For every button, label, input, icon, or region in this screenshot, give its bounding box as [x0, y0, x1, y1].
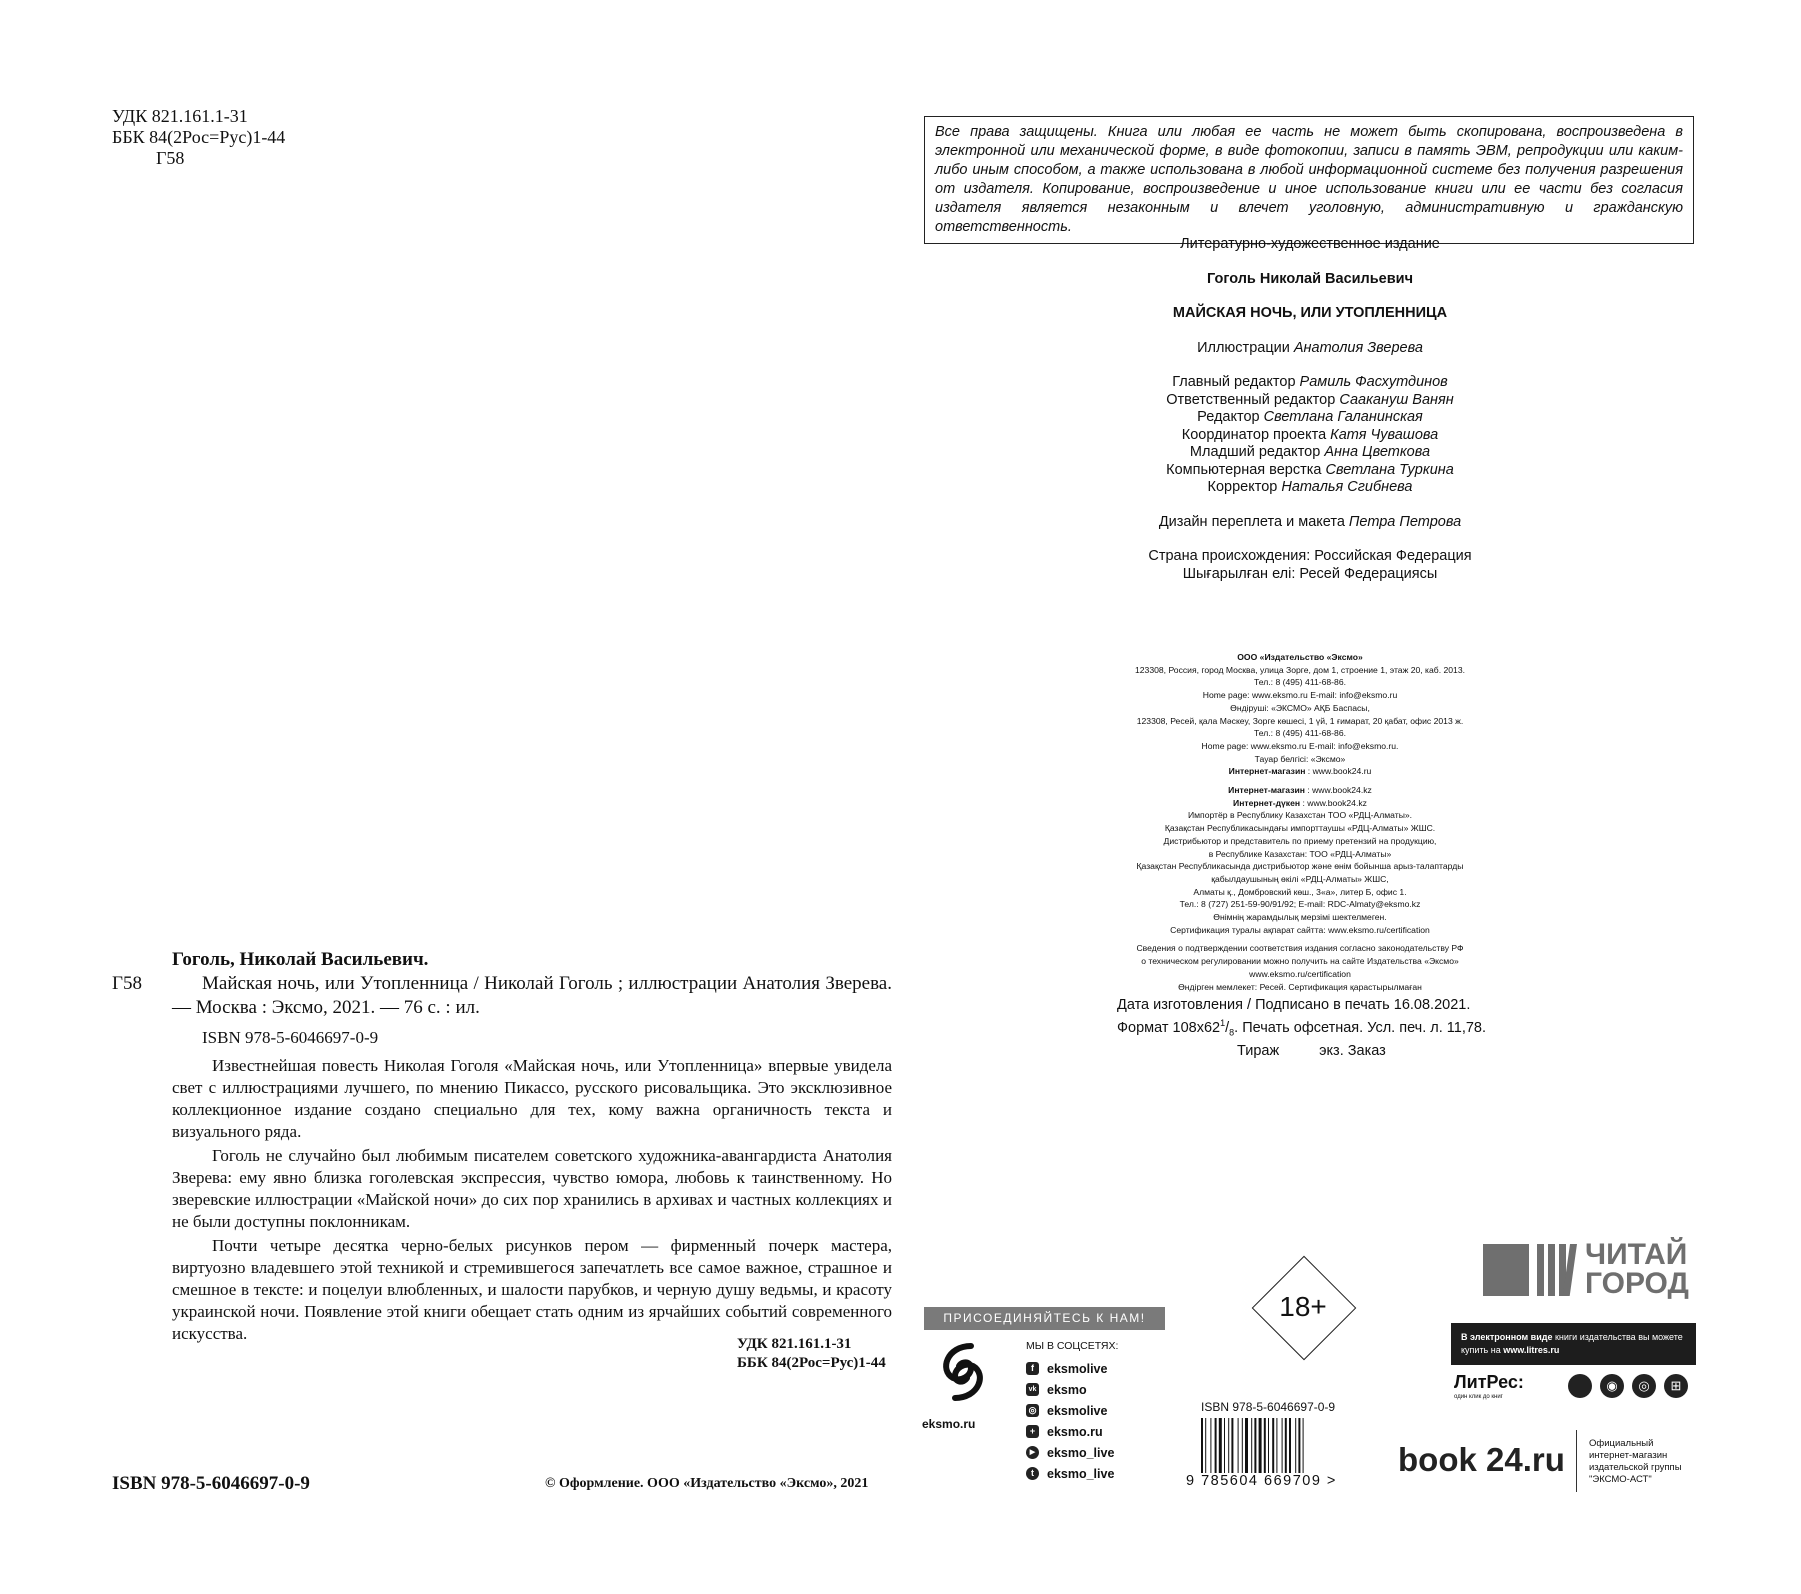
join-us-banner: ПРИСОЕДИНЯЙТЕСЬ К НАМ! — [924, 1307, 1165, 1330]
publisher-line: Дистрибьютор и представитель по приему претензий на продукцию, — [1163, 835, 1437, 846]
social-row — [1026, 1463, 1118, 1484]
social-handle: eksmolive — [1047, 1361, 1108, 1376]
annotation-paragraph: Почти четыре десятка черно-белых рисунков пером — фирменный почерк мастера, виртуозно владевшего этой техникой и стремившегося запечатлеть все самое важное, страшное и смешное в тексте: и поцелуи влюбленных, и шалости парубков, и черную душу ведьмы, и красоту украинской ночи. Появление этой книги обещает стать одним из ярчайших событий современного искусства. — [172, 1236, 892, 1343]
social-row — [1026, 1358, 1118, 1379]
publisher-line: о техническом регулировании можно получить на сайте Издательства «Эксмо» — [1141, 956, 1459, 967]
print-info — [1117, 996, 1517, 1060]
publisher-line: Сертификация туралы ақпарат сайтта: www.eksmo.ru/certification — [1170, 924, 1430, 935]
chitai-gorod-books-icon — [1537, 1244, 1581, 1296]
publisher-line: Қазақстан Республикасындағы импорттаушы «РДЦ-Алматы» ЖШС. — [1164, 823, 1436, 834]
social-handle: eksmo_live — [1047, 1466, 1115, 1481]
udk-top-block — [112, 106, 285, 169]
platform-icons — [1568, 1374, 1688, 1398]
instagram-icon: ◎ — [1026, 1404, 1039, 1417]
record-isbn: ISBN 978-5-6046697-0-9 — [202, 1028, 379, 1047]
staff-row: Компьютерная верстка Светлана Туркина — [1166, 461, 1454, 478]
publisher-name: ООО «Издательство «Эксмо» — [1237, 652, 1363, 662]
print-date: Дата изготовления / Подписано в печать 16.08.2021. — [1117, 997, 1471, 1013]
chitai-gorod-logo — [1483, 1238, 1693, 1300]
barcode-isbn: ISBN 978-5-6046697-0-9 — [1201, 1400, 1336, 1414]
print-run: Тираж экз. Заказ — [1237, 1042, 1386, 1059]
udk-bottom-block — [737, 1335, 886, 1373]
record-description: Майская ночь, или Утопленница / Николай Гоголь ; иллюстрации Анатолия Зверева. — Москва : Эксмо, 2021. — 76 с. : ил. — [172, 973, 892, 1018]
social-handle: eksmo.ru — [1047, 1424, 1103, 1439]
book24-description: Официальный интернет-магазин издательской группы "ЭКСМО-АСТ" — [1589, 1438, 1682, 1485]
book-author: Гоголь Николай Васильевич — [1207, 270, 1413, 287]
chitai-gorod-name: ЧИТАЙ ГОРОД — [1585, 1238, 1689, 1300]
staff-row: Корректор Наталья Сгибнева — [1207, 479, 1413, 495]
vk-icon: vk — [1026, 1383, 1039, 1396]
edition-type: Литературно-художественное издание — [1180, 236, 1440, 252]
publisher-line: қабылдаушының өкілі «РДЦ-Алматы» ЖШС, — [1211, 873, 1389, 884]
social-row — [1026, 1442, 1118, 1463]
publisher-line: Сведения о подтверждении соответствия издания согласно законодательству РФ — [1136, 943, 1464, 954]
publisher-line: в Республике Казахстан: ТОО «РДЦ-Алматы» — [1208, 848, 1392, 859]
litres-banner: В электронном виде книги издательства вы можете купить на www.litres.ru — [1451, 1323, 1696, 1365]
shop-ru: Интернет-магазин : www.book24.ru — [1228, 766, 1372, 777]
web-icon: ◎ — [1632, 1374, 1656, 1398]
windows-icon: ⊞ — [1664, 1374, 1688, 1398]
record-author-mark: Г58 — [112, 973, 142, 994]
author-mark: Г58 — [156, 148, 185, 168]
ok-icon: + — [1026, 1425, 1039, 1438]
staff-row: Координатор проекта Катя Чувашова — [1181, 426, 1439, 443]
social-row — [1026, 1421, 1118, 1442]
eksmo-url: eksmo.ru — [922, 1417, 976, 1431]
staff-row: Главный редактор Рамиль Фасхутдинов — [1172, 374, 1448, 390]
book-title: МАЙСКАЯ НОЧЬ, ИЛИ УТОПЛЕННИЦА — [1172, 305, 1448, 321]
eksmo-logo-icon — [931, 1340, 995, 1404]
publisher-line: Тел.: 8 (495) 411-68-86. — [1254, 728, 1346, 739]
annotation-paragraph: Гоголь не случайно был любимым писателем советского художника-авангардиста Анатолия Зверева: ему явно близка гоголевская экспрессия, чувство юмора, любовь к таинственному. Но зверевские иллюстрации «Майской ночи» до сих пор хранились в архивах и частных коллекциях и не были доступны поклонникам. — [172, 1146, 892, 1231]
book24-divider — [1576, 1430, 1577, 1492]
annotation-paragraph: Известнейшая повесть Николая Гоголя «Майская ночь, или Утопленница» впервые увидела свет с иллюстрациями лучшего, по мнению Пикассо, русского рисовальщика. Это эксклюзивное коллекционное издание создано специально для тех, кому важна органичность текста и визуального ряда. — [172, 1056, 892, 1141]
publisher-line: Өнімнің жарамдылық мерзімі шектелмеген. — [1213, 912, 1387, 923]
country-of-origin: Страна происхождения: Российская Федерация — [1148, 548, 1472, 564]
staff-row: Младший редактор Анна Цветкова — [1189, 444, 1431, 460]
publisher-line: Тел.: 8 (727) 251-59-90/91/92; E-mail: RDC-Almaty@eksmo.kz — [1179, 899, 1421, 910]
publisher-line: 123308, Ресей, қала Мәскеу, Зорге көшесі, 1 үй, 1 ғимарат, 20 қабат, офис 2013 ж. — [1136, 715, 1464, 726]
publisher-line: Қазақстан Республикасында дистрибьютор және өнім бойынша арыз-талаптарды — [1136, 861, 1464, 872]
publisher-info — [1110, 651, 1490, 993]
record-author: Гоголь, Николай Васильевич. — [172, 949, 429, 970]
android-icon: ◉ — [1600, 1374, 1624, 1398]
publisher-line: Тел.: 8 (495) 411-68-86. — [1254, 677, 1346, 688]
copyright-line: © Оформление. ООО «Издательство «Эксмо», 2021 — [545, 1476, 869, 1491]
twitter-icon: t — [1026, 1467, 1039, 1480]
bbk-code-bottom: ББК 84(2Рос=Рус)1-44 — [737, 1355, 886, 1371]
country-of-origin-kz: Шығарылған елі: Ресей Федерациясы — [1182, 565, 1438, 582]
publisher-line: Өндірген мемлекет: Ресей. Сертификация қарастырылмаған — [1178, 981, 1422, 992]
social-handle: eksmolive — [1047, 1403, 1108, 1418]
publisher-line: Home page: www.eksmo.ru E-mail: info@eksmo.ru — [1202, 690, 1398, 701]
social-row — [1026, 1379, 1118, 1400]
social-links — [1026, 1340, 1118, 1484]
age-rating: 18+ — [1279, 1291, 1327, 1322]
illustrations-credit: Иллюстрации Анатолия Зверева — [1197, 339, 1423, 356]
publisher-line: Импортёр в Республику Казахстан ТОО «РДЦ-Алматы». — [1187, 810, 1413, 821]
shop-kz-kazakh: Интернет-дүкен : www.book24.kz — [1233, 797, 1367, 808]
facebook-icon: f — [1026, 1362, 1039, 1375]
social-handle: eksmo_live — [1047, 1445, 1115, 1460]
litres-logo: ЛитРес: — [1454, 1372, 1524, 1392]
rights-notice: Все права защищены. Книга или любая ее часть не может быть скопирована, воспроизведена в электронной или механической форме, в виде фотокопии, записи в память ЭВМ, репродукции или каким-либо иным способом, а также использована в любой информационной системе без получения разрешения от издателя. Копирование, воспроизведение и иное использование книги или ее части без согласия издателя является незаконным и влечет уголовную, административную и гражданскую ответственность. — [924, 116, 1694, 244]
udk-code: УДК 821.161.1-31 — [112, 106, 248, 126]
print-format: Формат $108x62^1/_8$. Печать офсетная. Усл. печ. л. 11,78. — [1117, 1018, 1487, 1038]
publisher-line: www.eksmo.ru/certification — [1249, 968, 1351, 979]
youtube-icon: ▶ — [1026, 1446, 1039, 1459]
publisher-line: Өндіруші: «ЭКСМО» АҚБ Баспасы, — [1230, 702, 1370, 713]
barcode-icon — [1199, 1418, 1349, 1480]
annotation — [172, 1055, 892, 1347]
social-handle: eksmo — [1047, 1382, 1087, 1397]
social-heading: МЫ В СОЦСЕТЯХ: — [1026, 1340, 1119, 1352]
publisher-line: 123308, Россия, город Москва, улица Зорге, дом 1, строение 1, этаж 20, каб. 2013. — [1135, 664, 1465, 675]
social-row — [1026, 1400, 1118, 1421]
chitai-gorod-block-icon — [1483, 1244, 1529, 1296]
litres-tagline: один клик до книг — [1454, 1394, 1503, 1400]
isbn-bottom: ISBN 978-5-6046697-0-9 — [112, 1473, 310, 1494]
staff-row: Редактор Светлана Галанинская — [1197, 409, 1423, 425]
bibliographic-record — [112, 948, 892, 1050]
publisher-line: Алматы қ., Домбровский көш., 3«а», литер Б, офис 1. — [1193, 886, 1407, 897]
shop-kz: Интернет-магазин : www.book24.kz — [1228, 785, 1372, 796]
apple-icon — [1568, 1374, 1592, 1398]
credits-block — [1030, 236, 1590, 583]
book24-logo: book 24.ru — [1398, 1441, 1565, 1478]
udk-code-bottom: УДК 821.161.1-31 — [737, 1336, 852, 1352]
publisher-line: Home page: www.eksmo.ru E-mail: info@eksmo.ru. — [1201, 740, 1399, 751]
design-credit: Дизайн переплета и макета Петра Петрова — [1158, 513, 1462, 530]
staff-row: Ответственный редактор Саакануш Ванян — [1166, 391, 1454, 408]
bbk-code: ББК 84(2Рос=Рус)1-44 — [112, 127, 286, 147]
publisher-line: Тауар белгісі: «Эксмо» — [1254, 753, 1346, 764]
barcode-digits: 9 785604 669709 > — [1186, 1473, 1337, 1489]
